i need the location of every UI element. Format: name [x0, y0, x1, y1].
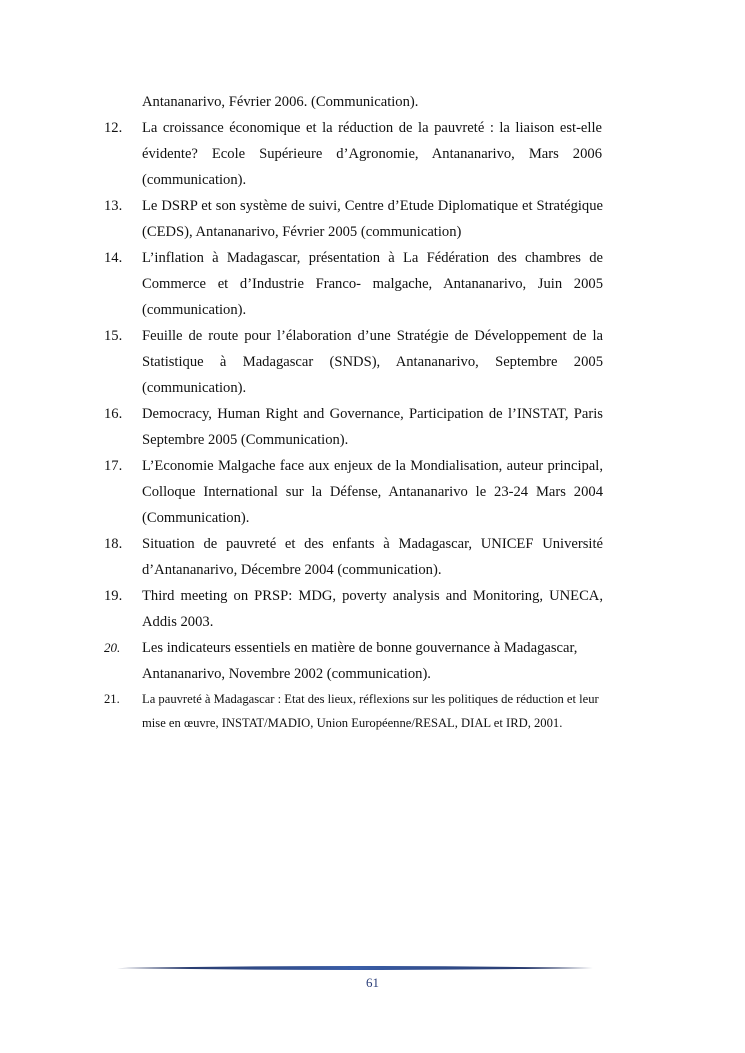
footer-rule	[117, 964, 593, 972]
reference-item-21	[0, 687, 745, 735]
reference-number: 16.	[104, 406, 123, 422]
reference-number: 19.	[104, 588, 123, 604]
reference-number: 14.	[104, 250, 123, 266]
reference-text: L’Economie Malgache face aux enjeux de la Mondialisation, auteur principal, Colloque International sur la Défense, Antananarivo le 23-24 Mars 2004 (Communication).	[142, 458, 603, 526]
reference-number: 20.	[104, 640, 121, 655]
reference-number: 13.	[104, 198, 123, 214]
reference-text: Feuille de route pour l’élaboration d’une Stratégie de Développement de la Statistique à Madagascar (SNDS), Antananarivo, Septembre 2005 (communication).	[142, 328, 603, 396]
reference-text: Les indicateurs essentiels en matière de bonne gouvernance à Madagascar, Antananarivo, Novembre 2002 (communication).	[142, 640, 578, 682]
reference-item-12	[0, 115, 745, 193]
reference-number: 15.	[104, 328, 123, 344]
reference-text: Situation de pauvreté et des enfants à Madagascar, UNICEF Université d’Antananarivo, Décembre 2004 (communication).	[142, 536, 603, 578]
reference-item-14	[0, 245, 745, 323]
reference-text: L’inflation à Madagascar, présentation à La Fédération des chambres de Commerce et d’Industrie Franco- malgache, Antananarivo, Juin 2005 (communication).	[142, 250, 603, 318]
reference-number: 12.	[104, 120, 123, 136]
reference-number: 17.	[104, 458, 123, 474]
reference-item-20	[0, 635, 745, 687]
reference-text: La pauvreté à Madagascar : Etat des lieux, réflexions sur les politiques de réduction et leur mise en œuvre, INSTAT/MADIO, Union Européenne/RESAL, DIAL et IRD, 2001.	[142, 692, 599, 730]
reference-item-17	[0, 453, 745, 531]
reference-text: Third meeting on PRSP: MDG, poverty analysis and Monitoring, UNECA, Addis 2003.	[142, 588, 603, 630]
reference-text: Le DSRP et son système de suivi, Centre d’Etude Diplomatique et Stratégique (CEDS), Antananarivo, Février 2005 (communication)	[142, 198, 603, 240]
reference-item-19	[0, 583, 745, 635]
reference-item-16	[0, 401, 745, 453]
reference-list	[0, 115, 745, 735]
continuation-text: Antananarivo, Février 2006. (Communication).	[142, 94, 419, 110]
reference-text: Democracy, Human Right and Governance, Participation de l’INSTAT, Paris Septembre 2005 (Communication).	[142, 406, 603, 448]
reference-item-15	[0, 323, 745, 401]
reference-number: 21.	[104, 692, 120, 706]
reference-number: 18.	[104, 536, 123, 552]
reference-text: La croissance économique et la réduction de la pauvreté : la liaison est-elle évidente? Ecole Supérieure d’Agronomie, Antananarivo, Mars 2006 (communication).	[142, 120, 602, 188]
reference-item-18	[0, 531, 745, 583]
page-number: 61	[366, 975, 379, 990]
reference-item-13	[0, 193, 745, 245]
